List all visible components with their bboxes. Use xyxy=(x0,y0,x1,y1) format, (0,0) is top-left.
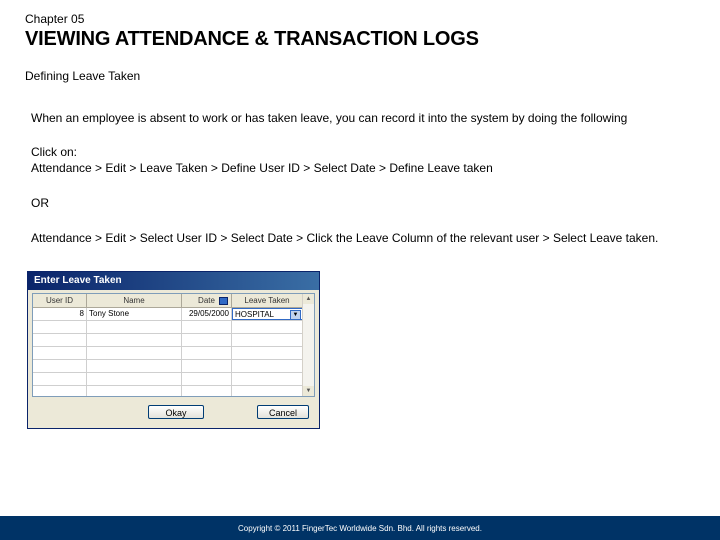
footer-bar xyxy=(0,516,720,540)
or-label: OR xyxy=(31,196,49,210)
click-on-label: Click on: xyxy=(31,145,78,159)
col-name[interactable]: Name xyxy=(87,294,182,307)
leave-taken-value: HOSPITAL xyxy=(235,310,274,319)
scroll-up-icon[interactable]: ▲ xyxy=(303,294,314,304)
calendar-icon[interactable] xyxy=(219,297,228,305)
leave-grid xyxy=(32,293,315,397)
intro-text: When an employee is absent to work or has taken leave, you can record it into the system by doing the following xyxy=(31,111,628,125)
cell-name[interactable]: Tony Stone xyxy=(87,308,182,320)
okay-button[interactable]: Okay xyxy=(148,405,204,419)
table-row[interactable] xyxy=(33,308,314,321)
table-row[interactable] xyxy=(33,386,314,397)
chevron-down-icon[interactable]: ▼ xyxy=(290,310,301,320)
table-row[interactable] xyxy=(33,360,314,373)
scroll-down-icon[interactable]: ▼ xyxy=(303,386,314,396)
table-row[interactable] xyxy=(33,321,314,334)
table-row[interactable] xyxy=(33,347,314,360)
page-title: VIEWING ATTENDANCE & TRANSACTION LOGS xyxy=(25,28,479,50)
cell-user-id[interactable]: 8 xyxy=(33,308,87,320)
leave-taken-select[interactable] xyxy=(232,308,303,320)
copyright-text: Copyright © 2011 FingerTec Worldwide Sdn. Bhd. All rights reserved. xyxy=(238,524,482,533)
col-leave-taken[interactable]: Leave Taken xyxy=(232,294,303,307)
grid-header xyxy=(33,294,314,308)
menu-path-2: Attendance > Edit > Select User ID > Select Date > Click the Leave Column of the relevant user > Select Leave taken. xyxy=(31,231,659,245)
enter-leave-taken-dialog xyxy=(27,271,320,429)
col-user-id[interactable]: User ID xyxy=(33,294,87,307)
cell-date[interactable]: 29/05/2000 xyxy=(182,308,232,320)
chapter-label: Chapter 05 xyxy=(25,12,85,26)
table-row[interactable] xyxy=(33,373,314,386)
col-date[interactable] xyxy=(182,294,232,307)
menu-path-1: Attendance > Edit > Leave Taken > Define User ID > Select Date > Define Leave taken xyxy=(31,161,493,175)
vertical-scrollbar[interactable] xyxy=(302,294,314,396)
col-date-label: Date xyxy=(198,296,215,305)
table-row[interactable] xyxy=(33,334,314,347)
section-subtitle: Defining Leave Taken xyxy=(25,69,141,83)
dialog-title: Enter Leave Taken xyxy=(28,272,319,290)
cancel-button[interactable]: Cancel xyxy=(257,405,309,419)
